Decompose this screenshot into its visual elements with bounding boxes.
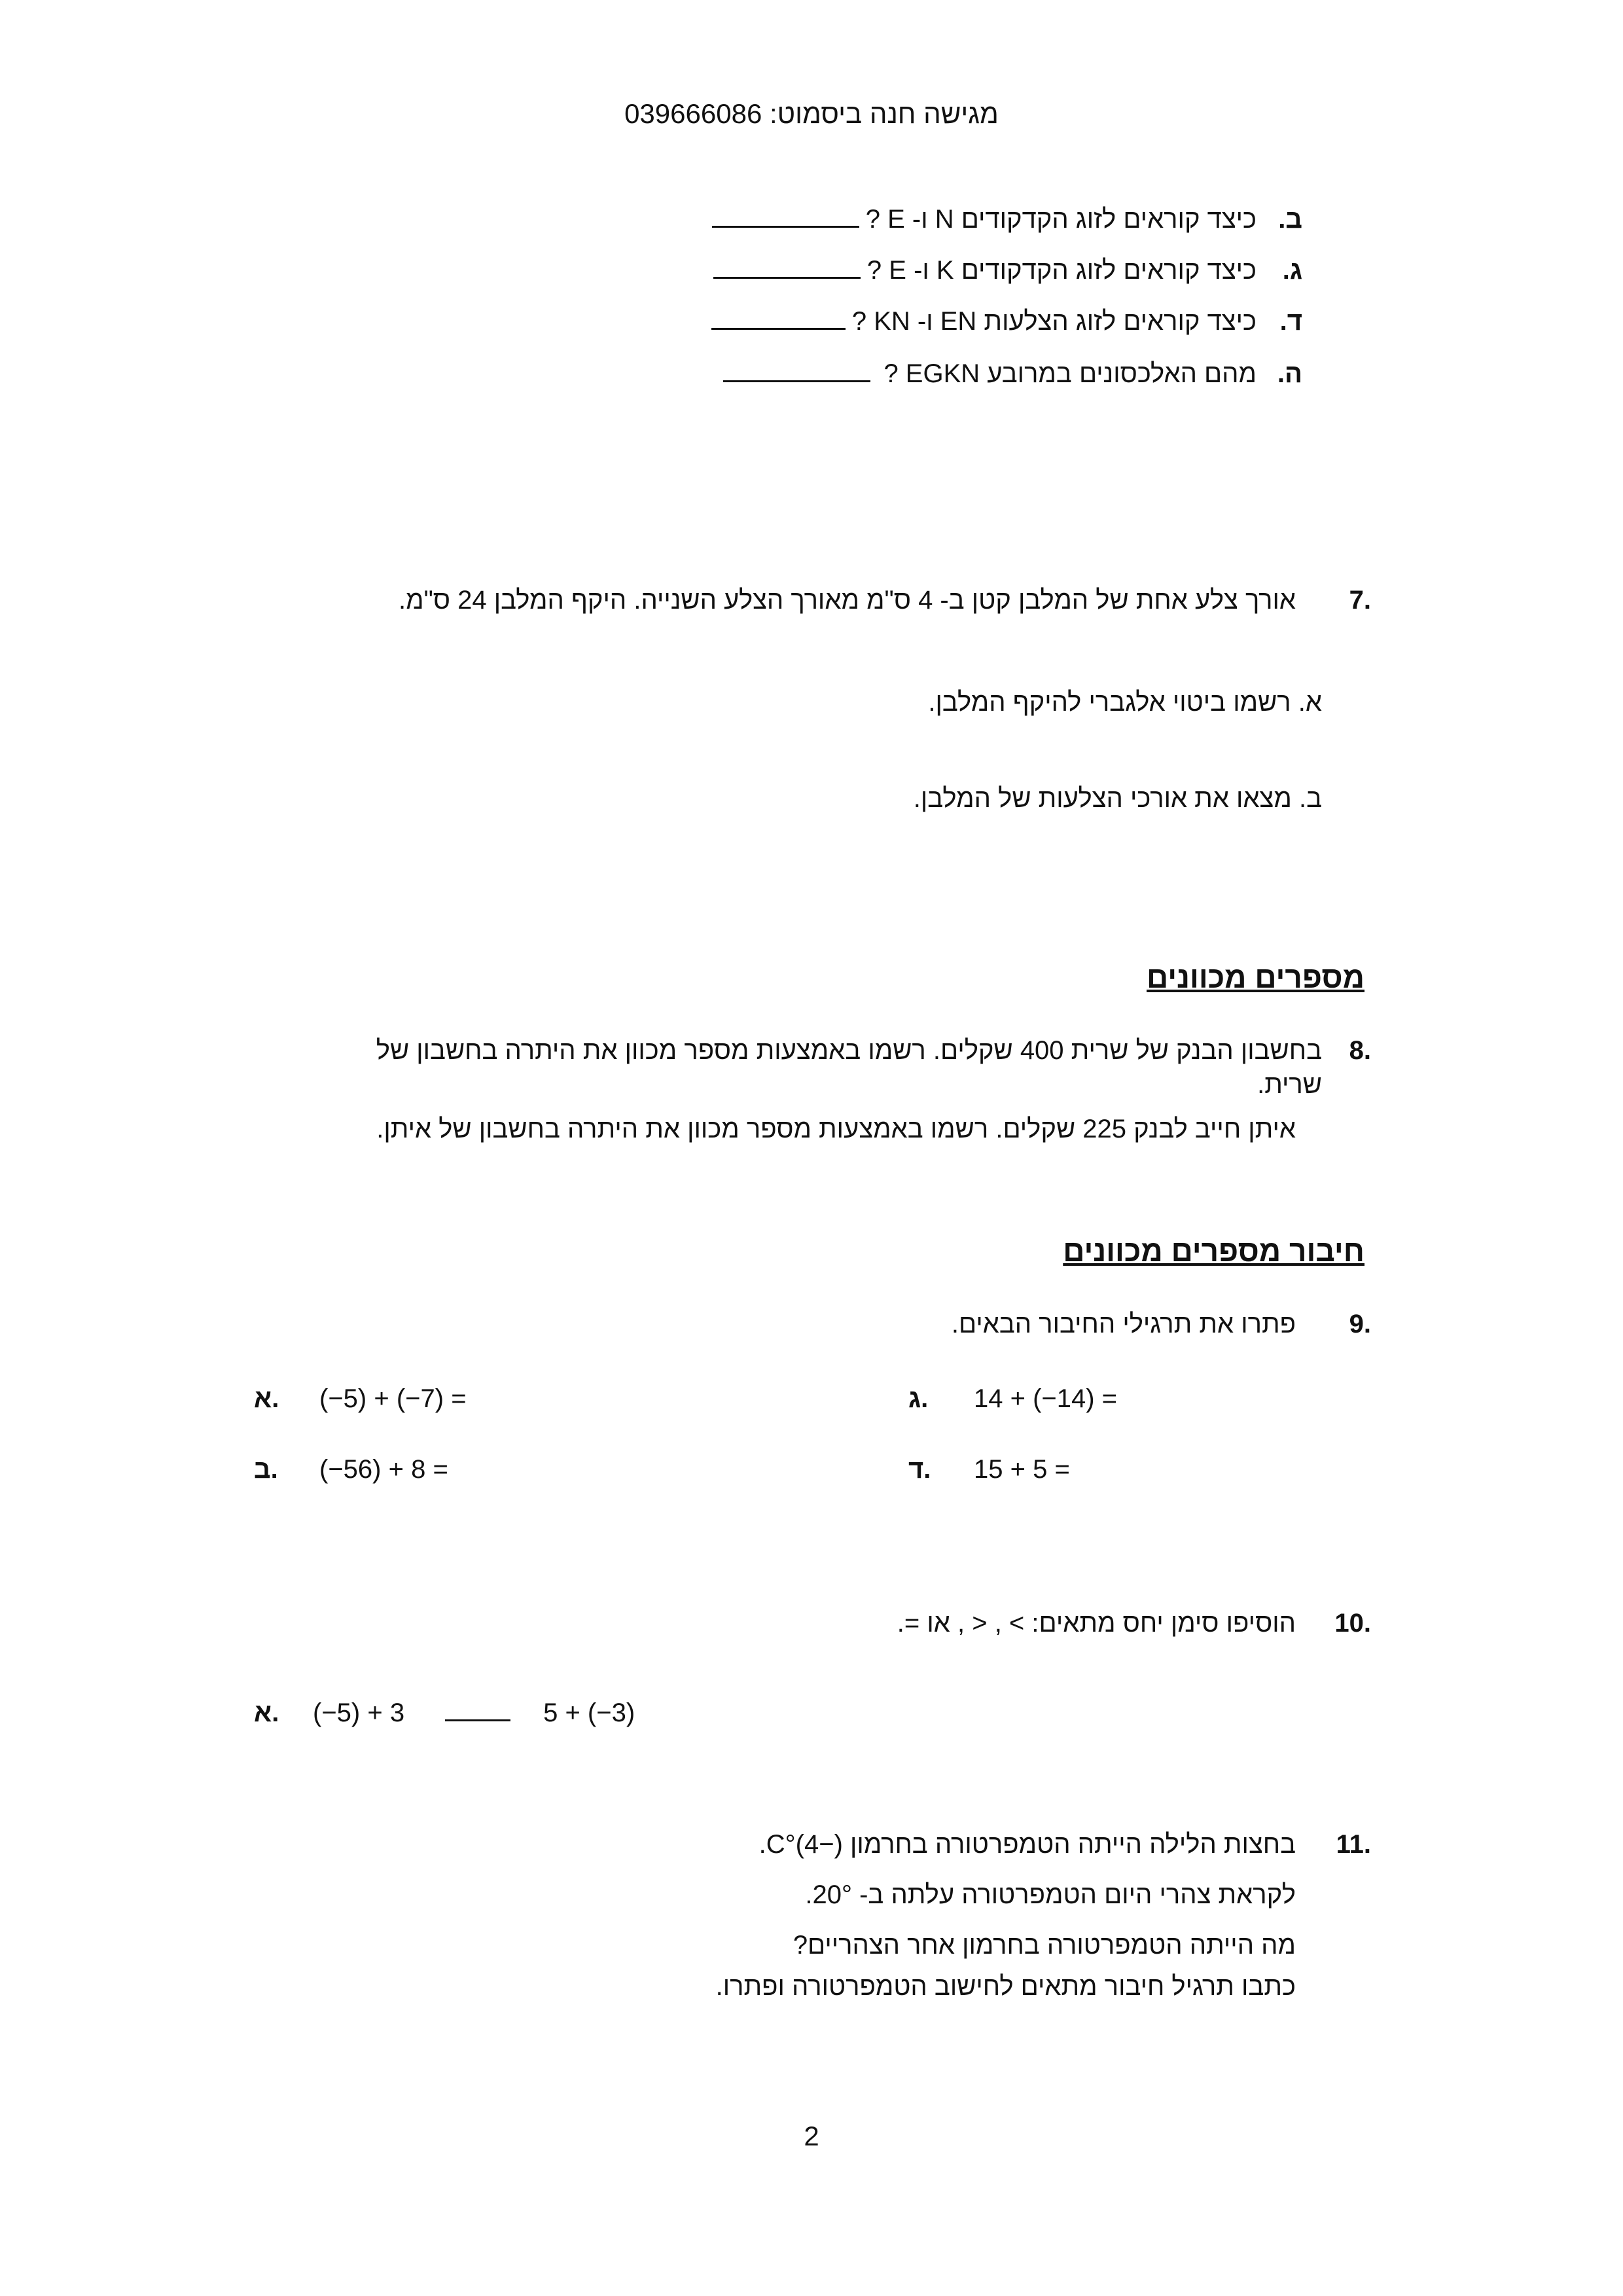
- answer-blank[interactable]: [711, 327, 846, 330]
- section-title-adding-directed-numbers: חיבור מספרים מכוונים: [1063, 1234, 1364, 1268]
- item-expression: 14 + (−14) =: [974, 1384, 1118, 1413]
- answer-blank[interactable]: [712, 224, 859, 228]
- q9-item-d: [908, 1453, 1070, 1486]
- item-expression: 15 + 5 =: [974, 1455, 1070, 1484]
- subitem-text: כיצד קוראים לזוג הקדקודים K ו- E ?: [866, 256, 1257, 285]
- left-expression: (−5) + 3: [313, 1698, 405, 1727]
- q8-line1: בחשבון הבנק של שרית 400 שקלים. רשמו באמצעות מספר מכוון את היתרה בחשבון של: [376, 1036, 1322, 1065]
- q6-subitem-h: [628, 357, 1302, 390]
- q11-line2: לקראת צהרי היום הטמפרטורה עלתה ב- 20°.: [805, 1880, 1296, 1909]
- answer-blank[interactable]: [713, 276, 861, 279]
- q7-sub-a: א. רשמו ביטוי אלגברי להיקף המלבן.: [928, 688, 1322, 717]
- section-title-directed-numbers: מספרים מכוונים: [1147, 960, 1364, 994]
- item-letter: ב.: [254, 1455, 278, 1484]
- q9-item-g: [908, 1382, 1117, 1415]
- subitem-text: מהם האלכסונים במרובע EGKN ?: [883, 359, 1257, 388]
- subitem-letter: ב.: [1278, 205, 1302, 234]
- q6-subitem-b: [628, 203, 1302, 236]
- q9-text: פתרו את תרגילי החיבור הבאים.: [951, 1310, 1296, 1338]
- q11-line3: מה הייתה הטמפרטורה בחרמון אחר הצהריים?: [793, 1931, 1296, 1960]
- subitem-letter: ה.: [1277, 359, 1302, 388]
- relation-blank[interactable]: [445, 1718, 510, 1721]
- q11-line4: כתבו תרגיל חיבור מתאים לחישוב הטמפרטורה ופתרו.: [715, 1972, 1296, 2001]
- item-letter: א.: [254, 1384, 279, 1413]
- q11-line1: בחצות הלילה הייתה הטמפרטורה בחרמון C°(4−).: [758, 1830, 1296, 1859]
- item-letter: א.: [254, 1698, 279, 1727]
- q6-subitem-d: [628, 305, 1302, 338]
- author-header: מגישה חנה ביסמוט: 039666086: [624, 98, 999, 129]
- item-expression: (−56) + 8 =: [319, 1455, 448, 1484]
- q10-text: הוסיפו סימן יחס מתאים: > , < , או =.: [897, 1609, 1296, 1638]
- q8-line2: שרית.: [1257, 1070, 1322, 1099]
- q11-number: 11.: [1336, 1830, 1371, 1859]
- subitem-letter: ג.: [1282, 256, 1302, 285]
- q6-subitem-g: [628, 254, 1302, 287]
- q9-item-a: [254, 1382, 467, 1415]
- q7-text: אורך צלע אחת של המלבן קטן ב- 4 ס"מ מאורך הצלע השנייה. היקף המלבן 24 ס"מ.: [398, 586, 1296, 615]
- subitem-letter: ד.: [1279, 307, 1302, 336]
- q7-number: 7.: [1349, 586, 1371, 615]
- q8-number: 8.: [1349, 1036, 1371, 1065]
- q7-sub-b: ב. מצאו את אורכי הצלעות של המלבן.: [913, 784, 1322, 813]
- q9-item-b: [254, 1453, 448, 1486]
- page-number: 2: [804, 2121, 819, 2151]
- subitem-text: כיצד קוראים לזוג הצלעות EN ו- KN ?: [851, 307, 1257, 336]
- item-expression: (−5) + (−7) =: [319, 1384, 467, 1413]
- item-letter: ד.: [908, 1455, 931, 1484]
- q9-number: 9.: [1349, 1310, 1371, 1338]
- answer-blank[interactable]: [723, 379, 870, 382]
- subitem-text: כיצד קוראים לזוג הקדקודים N ו- E ?: [865, 205, 1257, 234]
- right-expression: 5 + (−3): [543, 1698, 635, 1727]
- q10-number: 10.: [1334, 1609, 1371, 1638]
- item-letter: ג.: [908, 1384, 929, 1413]
- q10-item-a: [254, 1696, 635, 1729]
- q8-line3: איתן חייב לבנק 225 שקלים. רשמו באמצעות מספר מכוון את היתרה בחשבון של איתן.: [376, 1115, 1296, 1143]
